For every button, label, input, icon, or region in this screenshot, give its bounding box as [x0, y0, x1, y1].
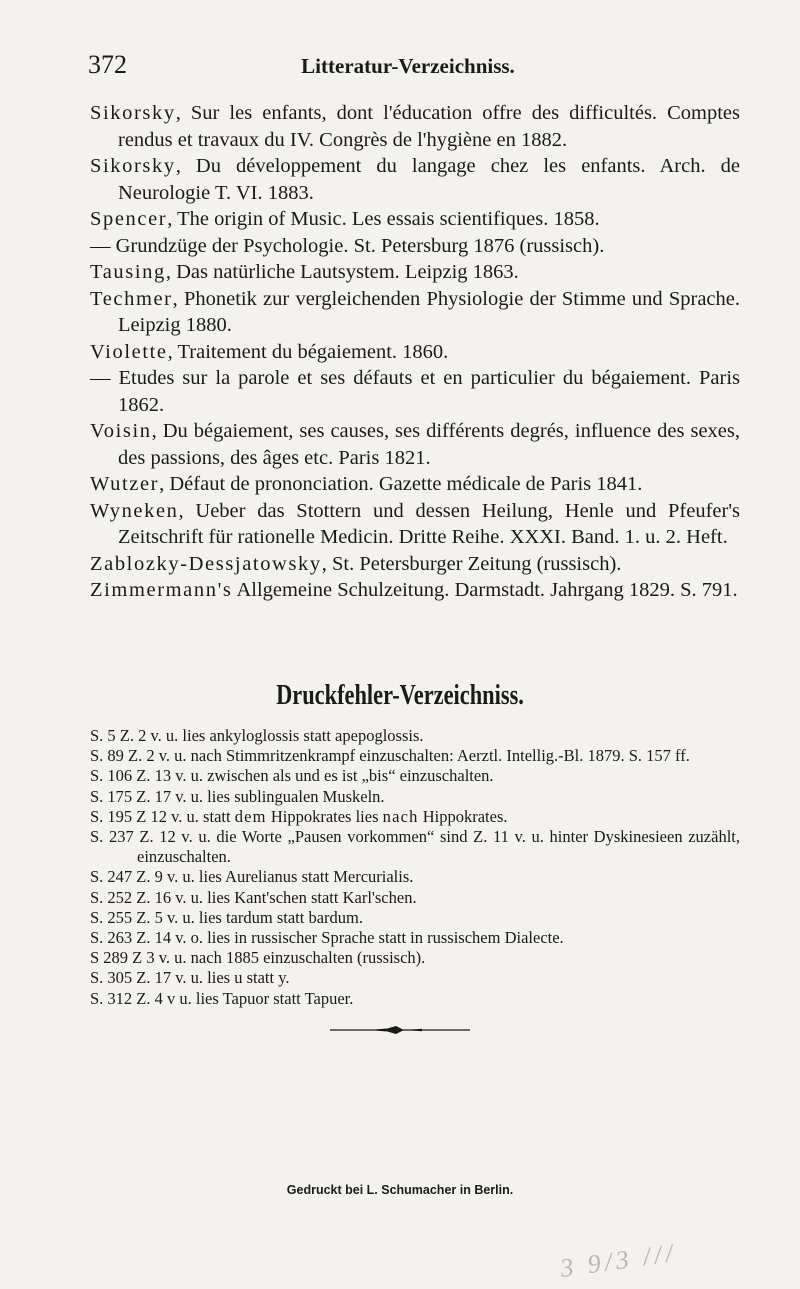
- entry-author: Violette: [90, 340, 168, 363]
- errata-item: S. 237 Z. 12 v. u. die Worte „Pausen vorkommen“ sind Z. 11 v. u. hinter Dyskinesieen zuzählt, einzuschalten.: [90, 827, 740, 867]
- bibliography-entry: [90, 471, 740, 498]
- bibliography-entry: [90, 259, 740, 286]
- errata-text: Hippokrates.: [418, 806, 508, 826]
- bibliography-entry: [90, 286, 740, 339]
- errata-item: S. 89 Z. 2 v. u. nach Stimmritzenkrampf einzuschalten: Aerztl. Intellig.-Bl. 1879. S. 157 ff.: [90, 746, 690, 766]
- entry-author: Spencer: [90, 208, 168, 230]
- entry-text: , Du développement du langage chez les enfants. Arch. de Neurologie T. VI. 1883.: [118, 155, 740, 204]
- errata-item: S. 106 Z. 13 v. u. zwischen als und es ist „bis“ einzuschalten.: [90, 766, 494, 786]
- entry-text: , St. Petersburger Zeitung (russisch).: [321, 552, 622, 575]
- entry-text: , Sur les enfants, dont l'éducation offre des difficultés. Comptes rendus et travaux du IV. Congrès de l'hygiène en 1882.: [118, 102, 740, 151]
- divider-ornament: [0, 1023, 800, 1042]
- errata-item: [90, 807, 740, 827]
- errata-item: S. 263 Z. 14 v. o. lies in russischer Sprache statt in russischem Dialecte.: [90, 928, 564, 948]
- entry-text: Allgemeine Schulzeitung. Darmstadt. Jahrgang 1829. S. 791.: [232, 579, 738, 601]
- bibliography-entry: [90, 498, 740, 551]
- handwritten-signature: 3 9/3 ///: [558, 1238, 679, 1283]
- errata-item: S. 255 Z. 5 v. u. lies tardum statt bardum.: [90, 907, 363, 927]
- bibliography-entry: [90, 100, 740, 153]
- entry-author: Voisin: [90, 420, 152, 442]
- errata-item: S. 247 Z. 9 v. u. lies Aurelianus statt Mercurialis.: [90, 867, 414, 887]
- bibliography-entry: [90, 418, 740, 471]
- bibliography-entry: [90, 233, 740, 260]
- errata-text: S. 195 Z 12 v. u. statt: [90, 806, 235, 826]
- entry-text: , Das natürliche Lautsystem. Leipzig 1863.: [165, 261, 519, 283]
- bibliography-entry: [90, 339, 740, 366]
- entry-text: , Phonetik zur vergleichenden Physiologie der Stimme und Sprache. Leipzig 1880.: [118, 287, 740, 336]
- printer-imprint: Gedruckt bei L. Schumacher in Berlin.: [286, 1183, 514, 1197]
- errata-item: S. 305 Z. 17 v. u. lies u statt y.: [90, 968, 290, 988]
- errata-emphasis: nach: [382, 806, 419, 826]
- bibliography-list: [90, 100, 740, 604]
- errata-emphasis: dem: [234, 806, 267, 826]
- errata-text: Hippokrates lies: [266, 806, 383, 826]
- entry-author: Zimmermann's: [90, 579, 233, 601]
- bibliography-entry: [90, 206, 740, 233]
- errata-item: S 289 Z 3 v. u. nach 1885 einzuschalten (russisch).: [90, 948, 426, 968]
- errata-item: S. 5 Z. 2 v. u. lies ankyloglossis statt apepoglossis.: [90, 726, 424, 745]
- bibliography-entry: [90, 577, 740, 604]
- bibliography-entry: [90, 365, 740, 418]
- page-number: 372: [88, 50, 127, 79]
- errata-item: S. 312 Z. 4 v u. lies Tapuor statt Tapuer.: [90, 988, 354, 1008]
- bibliography-entry: [90, 153, 740, 206]
- entry-text: , The origin of Music. Les essais scientifiques. 1858.: [167, 208, 600, 230]
- entry-text: , Traitement du bégaiement. 1860.: [167, 340, 449, 363]
- errata-list: [90, 726, 740, 1009]
- entry-author: Techmer: [90, 287, 173, 310]
- entry-text: , Du bégaiement, ses causes, ses différents degrés, influence des sexes, des passions, des âges etc. Paris 1821.: [118, 420, 740, 469]
- entry-text: , Défaut de prononciation. Gazette médicale de Paris 1841.: [159, 473, 643, 495]
- errata-item: S. 252 Z. 16 v. u. lies Kant'schen statt Karl'schen.: [90, 887, 417, 907]
- errata-heading: Druckfehler-Verzeichniss.: [276, 680, 524, 711]
- page-header: [88, 50, 728, 86]
- entry-text: — Grundzüge der Psychologie. St. Petersburg 1876 (russisch).: [90, 234, 605, 257]
- entry-text: , Ueber das Stottern und dessen Heilung, Henle und Pfeufer's Zeitschrift für rationelle Medicin. Dritte Reihe. XXXI. Band. 1. u. 2. Heft.: [118, 499, 740, 548]
- entry-text: — Etudes sur la parole et ses défauts et en particulier du bégaiement. Paris 1862.: [90, 367, 740, 416]
- entry-author: Tausing: [90, 261, 166, 283]
- bibliography-entry: [90, 551, 740, 578]
- entry-author: Sikorsky: [90, 155, 176, 177]
- running-title: Litteratur-Verzeichniss.: [301, 54, 515, 78]
- entry-author: Zablozky-Dessjatowsky: [90, 552, 322, 575]
- entry-author: Wyneken: [90, 499, 179, 522]
- errata-item: S. 175 Z. 17 v. u. lies sublingualen Muskeln.: [90, 786, 385, 806]
- entry-author: Sikorsky: [90, 102, 176, 124]
- entry-author: Wutzer: [90, 473, 160, 495]
